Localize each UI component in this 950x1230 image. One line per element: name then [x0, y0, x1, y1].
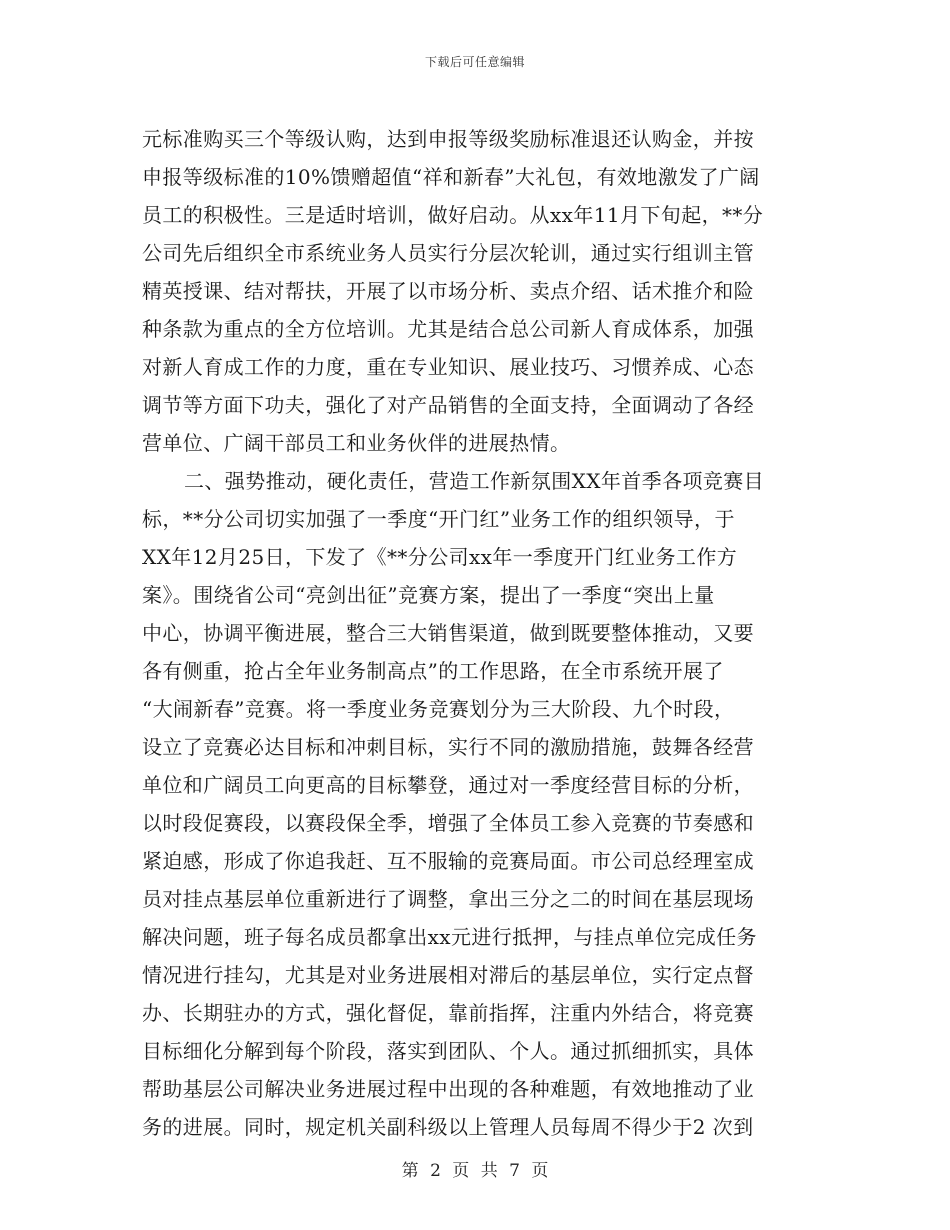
- document-body: [142, 120, 822, 1146]
- text-line: 目标细化分解到每个阶段，落实到团队、个人。通过抓细抓实，具体: [142, 1039, 754, 1063]
- text-line: 种条款为重点的全方位培训。尤其是结合总公司新人育成体系，加强: [142, 317, 754, 341]
- text-line: 以时段促赛段，以赛段保全季，增强了全体员工参入竞赛的节奏感和: [142, 811, 754, 835]
- page-header-note: 下载后可任意编辑: [424, 55, 525, 69]
- text-line: 对新人育成工作的力度，重在专业知识、展业技巧、习惯养成、心态: [142, 355, 754, 379]
- text-line: 办、长期驻办的方式，强化督促，靠前指挥，注重内外结合，将竞赛: [142, 1001, 754, 1025]
- text-line: 设立了竞赛必达目标和冲刺目标，实行不同的激励措施，鼓舞各经营: [142, 735, 754, 759]
- text-line: “大闹新春”竞赛。将一季度业务竞赛划分为三大阶段、九个时段，: [142, 697, 735, 721]
- text-line: 解决问题，班子每名成员都拿出xx元进行抵押，与挂点单位完成任务: [142, 925, 757, 949]
- text-line: 公司先后组织全市系统业务人员实行分层次轮训，通过实行组训主管: [142, 241, 754, 265]
- text-line: 单位和广阔员工向更高的目标攀登，通过对一季度经营目标的分析，: [142, 773, 754, 797]
- text-line: 中心，协调平衡进展，整合三大销售渠道，做到既要整体推动，又要: [142, 621, 754, 645]
- text-line: 帮助基层公司解决业务进展过程中出现的各种难题，有效地推动了业: [142, 1077, 754, 1101]
- text-line: 员对挂点基层单位重新进行了调整，拿出三分之二的时间在基层现场: [142, 887, 754, 911]
- text-line: 营单位、广阔干部员工和业务伙伴的进展热情。: [142, 431, 571, 455]
- page-number: 第 2 页 共 7 页: [401, 1161, 549, 1181]
- text-line: XX年12月25日，下发了《**分公司xx年一季度开门红业务工作方: [142, 545, 738, 569]
- text-line: 标，**分公司切实加强了一季度“开门红”业务工作的组织领导，于: [142, 507, 735, 531]
- text-line: 申报等级标准的10%馈赠超值“祥和新春”大礼包，有效地激发了广阔: [142, 165, 760, 189]
- text-line: 元标准购买三个等级认购，达到申报等级奖励标准退还认购金，并按: [142, 127, 754, 151]
- text-line: 务的进展。同时，规定机关副科级以上管理人员每周不得少于2 次到: [142, 1115, 754, 1139]
- text-line: 精英授课、结对帮扶，开展了以市场分析、卖点介绍、话术推介和险: [142, 279, 754, 303]
- text-line: 员工的积极性。三是适时培训，做好启动。从xx年11月下旬起，**分: [142, 203, 764, 227]
- text-line: 情况进行挂勾，尤其是对业务进展相对滞后的基层单位，实行定点督: [142, 963, 754, 987]
- text-line: 各有侧重，抢占全年业务制高点”的工作思路，在全市系统开展了: [142, 659, 724, 683]
- text-line: 紧迫感，形成了你追我赶、互不服输的竞赛局面。市公司总经理室成: [142, 849, 754, 873]
- text-line: 调节等方面下功夫，强化了对产品销售的全面支持，全面调动了各经: [142, 393, 754, 417]
- text-line: 二、强势推动，硬化责任，营造工作新氛围XX年首季各项竞赛目: [184, 469, 765, 493]
- text-line: 案》。围绕省公司“亮剑出征”竞赛方案，提出了一季度“突出上量: [142, 583, 715, 607]
